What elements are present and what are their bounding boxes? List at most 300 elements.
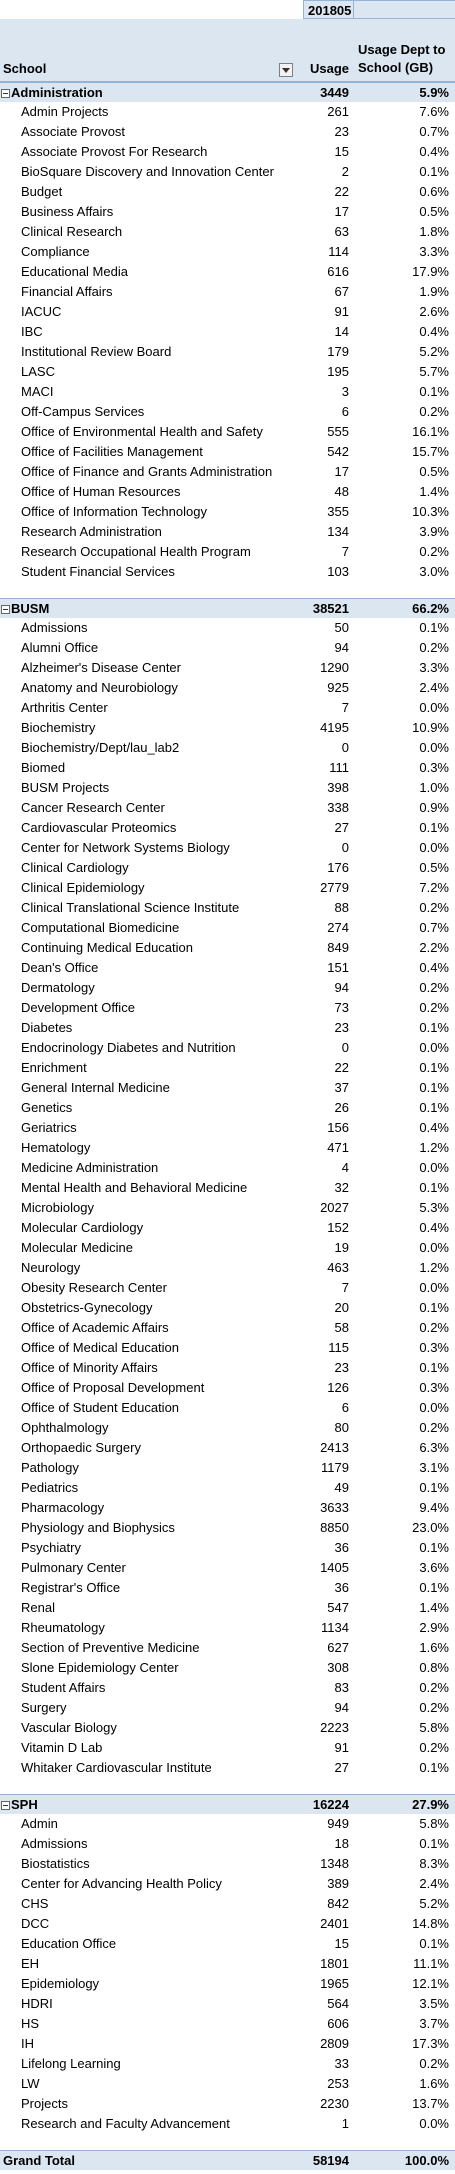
department-name: Compliance [21, 244, 90, 259]
department-row [0, 738, 455, 758]
department-usage: 2223 [320, 1720, 349, 1735]
department-row [0, 1914, 455, 1934]
department-pct: 0.4% [419, 324, 449, 339]
department-row [0, 1078, 455, 1098]
department-usage: 22 [334, 1060, 349, 1075]
department-name: Obstetrics-Gynecology [21, 1300, 153, 1315]
grand-total-pct: 100.0% [404, 2153, 449, 2168]
department-row [0, 1854, 455, 1874]
department-pct: 0.1% [419, 820, 449, 835]
school-row[interactable] [0, 598, 455, 618]
department-usage: 627 [327, 1640, 349, 1655]
department-row [0, 1994, 455, 2014]
department-name: Registrar's Office [21, 1580, 121, 1595]
department-usage: 1348 [320, 1856, 349, 1871]
department-name: Biochemistry [21, 720, 96, 735]
department-usage: 463 [327, 1260, 349, 1275]
department-usage: 115 [328, 1340, 349, 1355]
department-row [0, 1678, 455, 1698]
department-row [0, 918, 455, 938]
department-pct: 6.3% [419, 1440, 449, 1455]
department-row [0, 1218, 455, 1238]
department-usage: 114 [328, 244, 349, 259]
department-usage: 2401 [320, 1916, 349, 1931]
filter-dropdown-icon[interactable] [279, 63, 293, 77]
department-row [0, 1618, 455, 1638]
department-usage: 3633 [320, 1500, 349, 1515]
department-pct: 13.7% [412, 2096, 449, 2111]
department-row [0, 1138, 455, 1158]
department-pct: 5.3% [419, 1200, 449, 1215]
department-pct: 5.8% [419, 1816, 449, 1831]
department-usage: 23 [334, 124, 349, 139]
department-pct: 15.7% [412, 444, 449, 459]
department-usage: 253 [327, 2076, 349, 2091]
department-row [0, 698, 455, 718]
department-row [0, 1418, 455, 1438]
department-row [0, 382, 455, 402]
pct-header: Usage Dept to School (GB) [358, 42, 446, 75]
department-name: Cardiovascular Proteomics [21, 820, 177, 835]
department-row [0, 898, 455, 918]
department-pct: 0.0% [419, 1160, 449, 1175]
department-usage: 1179 [321, 1460, 349, 1475]
department-row [0, 502, 455, 522]
department-name: Diabetes [21, 1020, 73, 1035]
department-usage: 151 [327, 960, 349, 975]
department-usage: 27 [334, 820, 349, 835]
department-name: Surgery [21, 1700, 67, 1715]
department-row [0, 1438, 455, 1458]
department-name: Office of Minority Affairs [21, 1360, 158, 1375]
department-name: Psychiatry [21, 1540, 81, 1555]
department-pct: 1.6% [419, 2076, 449, 2091]
department-usage: 308 [327, 1660, 349, 1675]
department-usage: 564 [327, 1996, 349, 2011]
department-pct: 5.8% [419, 1720, 449, 1735]
department-usage: 67 [334, 284, 349, 299]
department-usage: 17 [334, 204, 349, 219]
department-name: Center for Advancing Health Policy [21, 1876, 222, 1891]
department-name: Pediatrics [21, 1480, 79, 1495]
collapse-toggle-icon[interactable] [1, 1801, 10, 1810]
school-name-cell[interactable] [0, 599, 304, 618]
department-name: CHS [21, 1896, 49, 1911]
department-usage: 32 [334, 1180, 349, 1195]
department-name: Mental Health and Behavioral Medicine [21, 1180, 248, 1195]
department-name: Enrichment [21, 1060, 87, 1075]
department-name: Arthritis Center [21, 700, 108, 715]
department-row [0, 282, 455, 302]
department-name: Alzheimer's Disease Center [21, 660, 181, 675]
period-value[interactable]: 201805 [303, 0, 354, 19]
department-name: Development Office [21, 1000, 135, 1015]
grand-total-row [0, 2150, 455, 2170]
department-pct: 2.4% [419, 680, 449, 695]
department-pct: 0.4% [419, 1220, 449, 1235]
department-row [0, 242, 455, 262]
department-row [0, 542, 455, 562]
department-name: Cancer Research Center [21, 800, 165, 815]
department-row [0, 1018, 455, 1038]
department-pct: 0.2% [419, 1740, 449, 1755]
department-row [0, 1278, 455, 1298]
department-pct: 10.9% [412, 720, 449, 735]
department-usage: 18 [334, 1836, 349, 1851]
department-name: LW [21, 2076, 40, 2091]
department-usage: 2413 [320, 1440, 349, 1455]
department-usage: 7 [341, 700, 349, 715]
department-usage: 91 [334, 1740, 349, 1755]
department-usage: 398 [327, 780, 349, 795]
department-name: HS [21, 2016, 40, 2031]
department-name: Admissions [21, 1836, 88, 1851]
department-row [0, 1834, 455, 1854]
department-row [0, 1338, 455, 1358]
department-name: Office of Proposal Development [21, 1380, 205, 1395]
department-pct: 2.9% [419, 1620, 449, 1635]
department-usage: 179 [327, 344, 349, 359]
department-usage: 274 [327, 920, 349, 935]
department-usage: 849 [327, 940, 349, 955]
department-usage: 261 [327, 104, 349, 119]
department-row [0, 1058, 455, 1078]
school-name: Administration [11, 85, 103, 100]
department-name: Obesity Research Center [21, 1280, 167, 1295]
department-name: Molecular Cardiology [21, 1220, 144, 1235]
department-pct: 14.8% [412, 1916, 449, 1931]
department-usage: 0 [341, 1040, 349, 1055]
department-usage: 50 [334, 620, 349, 635]
department-pct: 0.2% [419, 1320, 449, 1335]
department-pct: 16.1% [412, 424, 449, 439]
department-usage: 1801 [320, 1956, 349, 1971]
department-usage: 20 [334, 1300, 349, 1315]
department-row [0, 658, 455, 678]
department-pct: 0.1% [419, 1060, 449, 1075]
department-row [0, 998, 455, 1018]
department-name: Medicine Administration [21, 1160, 159, 1175]
department-usage: 23 [334, 1360, 349, 1375]
department-pct: 0.0% [419, 840, 449, 855]
department-pct: 0.9% [419, 800, 449, 815]
department-usage: 0 [341, 840, 349, 855]
department-usage: 49 [334, 1480, 349, 1495]
department-name: General Internal Medicine [21, 1080, 170, 1095]
school-usage: 16224 [312, 1797, 349, 1812]
department-pct: 2.6% [419, 304, 449, 319]
department-usage: 36 [334, 1580, 349, 1595]
department-usage: 94 [334, 640, 349, 655]
department-name: Anatomy and Neurobiology [21, 680, 178, 695]
department-name: Slone Epidemiology Center [21, 1660, 179, 1675]
department-pct: 1.2% [419, 1140, 449, 1155]
department-pct: 1.9% [419, 284, 449, 299]
department-pct: 9.4% [419, 1500, 449, 1515]
department-name: BUSM Projects [21, 780, 110, 795]
grand-total-usage: 58194 [312, 2153, 349, 2168]
department-row [0, 1238, 455, 1258]
department-usage: 83 [334, 1680, 349, 1695]
department-usage: 36 [334, 1540, 349, 1555]
department-row [0, 638, 455, 658]
department-usage: 2230 [320, 2096, 349, 2111]
department-pct: 0.2% [419, 1700, 449, 1715]
department-name: Geriatrics [21, 1120, 77, 1135]
department-row [0, 1954, 455, 1974]
department-name: Microbiology [21, 1200, 94, 1215]
department-pct: 0.8% [419, 1660, 449, 1675]
department-row [0, 2074, 455, 2094]
department-pct: 5.2% [419, 1896, 449, 1911]
department-name: Research Occupational Health Program [21, 544, 251, 559]
department-name: Ophthalmology [21, 1420, 109, 1435]
filter-arrow-icon [281, 65, 291, 75]
department-name: Associate Provost [21, 124, 126, 139]
department-usage: 606 [327, 2016, 349, 2031]
department-usage: 616 [327, 264, 349, 279]
department-row [0, 1158, 455, 1178]
department-name: Clinical Cardiology [21, 860, 129, 875]
department-name: Financial Affairs [21, 284, 113, 299]
department-row [0, 838, 455, 858]
department-row [0, 1258, 455, 1278]
department-pct: 0.1% [419, 1540, 449, 1555]
department-name: Neurology [21, 1260, 81, 1275]
department-usage: 33 [334, 2056, 349, 2071]
department-name: HDRI [21, 1996, 53, 2011]
department-name: Budget [21, 184, 63, 199]
department-row [0, 718, 455, 738]
department-row [0, 958, 455, 978]
department-name: Admissions [21, 620, 88, 635]
department-pct: 3.5% [419, 1996, 449, 2011]
department-row [0, 102, 455, 122]
department-name: Office of Academic Affairs [21, 1320, 169, 1335]
department-row [0, 1518, 455, 1538]
department-usage: 15 [334, 1936, 349, 1951]
department-usage: 1134 [321, 1620, 349, 1635]
department-usage: 176 [327, 860, 349, 875]
department-pct: 5.7% [419, 364, 449, 379]
department-name: Genetics [21, 1100, 73, 1115]
department-usage: 15 [334, 144, 349, 159]
pivot-body [0, 82, 455, 2150]
department-row [0, 1358, 455, 1378]
department-pct: 1.0% [419, 780, 449, 795]
department-pct: 0.0% [419, 1240, 449, 1255]
department-usage: 542 [327, 444, 349, 459]
department-name: Biostatistics [21, 1856, 90, 1871]
department-row [0, 1118, 455, 1138]
department-pct: 0.2% [419, 1420, 449, 1435]
school-pct: 66.2% [412, 601, 449, 616]
department-usage: 547 [327, 1600, 349, 1615]
department-pct: 2.4% [419, 1876, 449, 1891]
department-name: Vascular Biology [21, 1720, 117, 1735]
department-usage: 73 [334, 1000, 349, 1015]
department-row [0, 798, 455, 818]
department-row [0, 2114, 455, 2134]
department-usage: 48 [334, 484, 349, 499]
department-row [0, 162, 455, 182]
school-name-cell[interactable] [0, 83, 304, 102]
department-pct: 3.7% [419, 2016, 449, 2031]
school-name-cell[interactable] [0, 1795, 304, 1814]
department-usage: 152 [327, 1220, 349, 1235]
department-row [0, 302, 455, 322]
department-usage: 1965 [320, 1976, 349, 1991]
department-name: Biomed [21, 760, 66, 775]
department-pct: 1.2% [419, 1260, 449, 1275]
department-row [0, 1758, 455, 1778]
department-pct: 0.0% [419, 1400, 449, 1415]
department-name: Office of Student Education [21, 1400, 180, 1415]
department-usage: 2 [341, 164, 349, 179]
department-name: IBC [21, 324, 43, 339]
department-row [0, 442, 455, 462]
department-name: DCC [21, 1916, 50, 1931]
department-usage: 80 [334, 1420, 349, 1435]
department-row [0, 462, 455, 482]
department-usage: 389 [327, 1876, 349, 1891]
department-pct: 0.0% [419, 1040, 449, 1055]
department-pct: 0.1% [419, 1760, 449, 1775]
department-usage: 4 [341, 1160, 349, 1175]
department-name: Office of Environmental Health and Safety [21, 424, 263, 439]
school-header[interactable]: School [3, 61, 47, 76]
department-name: Research Administration [21, 524, 162, 539]
department-usage: 1290 [320, 660, 349, 675]
school-row[interactable] [0, 1794, 455, 1814]
department-row [0, 1638, 455, 1658]
school-usage: 38521 [312, 601, 349, 616]
department-usage: 94 [334, 980, 349, 995]
department-row [0, 778, 455, 798]
department-name: Endocrinology Diabetes and Nutrition [21, 1040, 236, 1055]
department-row [0, 978, 455, 998]
department-name: Vitamin D Lab [21, 1740, 103, 1755]
department-row [0, 562, 455, 582]
department-pct: 12.1% [412, 1976, 449, 1991]
department-row [0, 2054, 455, 2074]
department-pct: 7.2% [419, 880, 449, 895]
department-row [0, 1038, 455, 1058]
department-name: MACI [21, 384, 54, 399]
department-pct: 1.4% [419, 1600, 449, 1615]
collapse-toggle-icon[interactable] [1, 605, 10, 614]
department-name: Office of Finance and Grants Administration [21, 464, 273, 479]
department-pct: 8.3% [419, 1856, 449, 1871]
department-name: Pharmacology [21, 1500, 105, 1515]
department-row [0, 1098, 455, 1118]
department-pct: 0.2% [419, 640, 449, 655]
department-row [0, 322, 455, 342]
department-pct: 0.1% [419, 1020, 449, 1035]
department-name: Business Affairs [21, 204, 114, 219]
department-usage: 2809 [320, 2036, 349, 2051]
department-pct: 0.1% [419, 1836, 449, 1851]
department-row [0, 222, 455, 242]
department-pct: 0.3% [419, 760, 449, 775]
department-usage: 4195 [320, 720, 349, 735]
department-usage: 195 [327, 364, 349, 379]
department-name: Hematology [21, 1140, 91, 1155]
school-name: BUSM [11, 601, 50, 616]
department-usage: 91 [334, 304, 349, 319]
department-pct: 17.3% [412, 2036, 449, 2051]
department-name: Dermatology [21, 980, 95, 995]
department-name: Admin Projects [21, 104, 109, 119]
department-name: EH [21, 1956, 40, 1971]
department-row [0, 122, 455, 142]
department-usage: 6 [341, 1400, 349, 1415]
department-name: Office of Information Technology [21, 504, 207, 519]
department-name: Rheumatology [21, 1620, 105, 1635]
department-pct: 0.4% [419, 1120, 449, 1135]
department-pct: 17.9% [412, 264, 449, 279]
column-header-row [0, 19, 455, 82]
department-row [0, 522, 455, 542]
department-pct: 5.2% [419, 344, 449, 359]
department-row [0, 1398, 455, 1418]
department-pct: 0.0% [419, 2116, 449, 2131]
department-row [0, 1658, 455, 1678]
period-header-row [0, 0, 455, 19]
department-usage: 103 [327, 564, 349, 579]
department-pct: 1.4% [419, 484, 449, 499]
department-pct: 3.0% [419, 564, 449, 579]
department-row [0, 1318, 455, 1338]
school-pct: 27.9% [412, 1797, 449, 1812]
department-pct: 3.6% [419, 1560, 449, 1575]
department-row [0, 1894, 455, 1914]
collapse-toggle-icon[interactable] [1, 89, 10, 98]
department-usage: 7 [341, 544, 349, 559]
department-usage: 17 [334, 464, 349, 479]
department-pct: 0.1% [419, 1180, 449, 1195]
department-name: Renal [21, 1600, 55, 1615]
department-name: IACUC [21, 304, 62, 319]
department-usage: 22 [334, 184, 349, 199]
department-pct: 0.2% [419, 2056, 449, 2071]
department-usage: 842 [327, 1896, 349, 1911]
department-usage: 94 [334, 1700, 349, 1715]
department-row [0, 618, 455, 638]
department-row [0, 818, 455, 838]
department-pct: 0.5% [419, 204, 449, 219]
department-name: Student Financial Services [21, 564, 175, 579]
department-usage: 23 [334, 1020, 349, 1035]
department-row [0, 1198, 455, 1218]
department-name: Center for Network Systems Biology [21, 840, 230, 855]
department-pct: 0.1% [419, 1360, 449, 1375]
department-usage: 156 [327, 1120, 349, 1135]
department-name: LASC [21, 364, 55, 379]
school-row[interactable] [0, 82, 455, 102]
department-pct: 0.1% [419, 1100, 449, 1115]
department-name: Office of Medical Education [21, 1340, 180, 1355]
department-usage: 8850 [320, 1520, 349, 1535]
department-usage: 555 [327, 424, 349, 439]
usage-header: Usage [309, 61, 349, 76]
department-pct: 0.2% [419, 980, 449, 995]
department-row [0, 142, 455, 162]
department-pct: 0.2% [419, 900, 449, 915]
department-row [0, 1598, 455, 1618]
department-usage: 26 [334, 1100, 349, 1115]
department-row [0, 1298, 455, 1318]
